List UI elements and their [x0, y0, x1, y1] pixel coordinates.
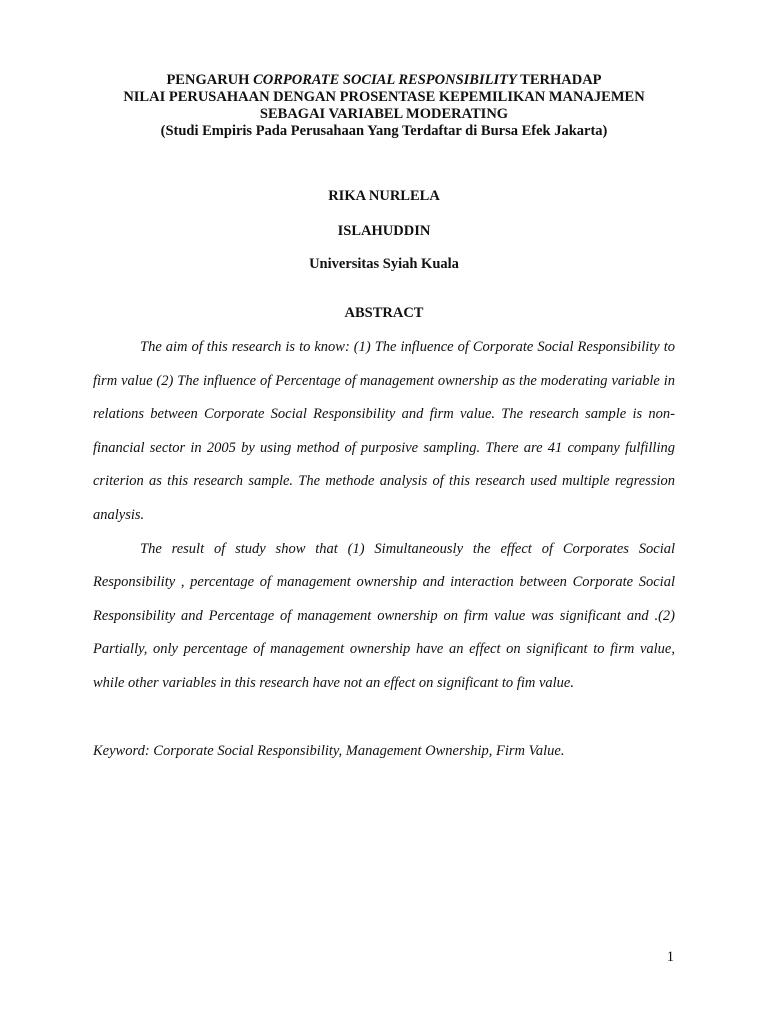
paper-title: [0, 72, 768, 140]
abstract-paragraph-2: The result of study show that (1) Simultaneously the effect of Corporates Social Responsibility , percentage of management ownership and interaction between Corporate Social Responsibility and Percentage of management ownership on firm value was significant and .(2) Partially, only percentage of management ownership have an effect on significant to firm value, while other variables in this research have not an effect on significant to fim value.: [93, 540, 675, 691]
title-subtitle: (Studi Empiris Pada Perusahaan Yang Terdaftar di Bursa Efek Jakarta): [160, 123, 608, 139]
abstract-heading: ABSTRACT: [344, 305, 424, 321]
abstract-body: [93, 331, 675, 701]
title-line-1-italic: CORPORATE SOCIAL RESPONSIBILITY: [253, 72, 517, 88]
keywords: Keyword: Corporate Social Responsibility, Management Ownership, Firm Value.: [93, 743, 565, 759]
title-line-2: NILAI PERUSAHAAN DENGAN PROSENTASE KEPEMILIKAN MANAJEMEN: [123, 89, 645, 105]
title-line-3: SEBAGAI VARIABEL MODERATING: [259, 106, 509, 122]
affiliation: Universitas Syiah Kuala: [309, 256, 459, 272]
author-1: RIKA NURLELA: [328, 188, 440, 204]
page-number: 1: [666, 949, 674, 965]
abstract-paragraph-1: The aim of this research is to know: (1) The influence of Corporate Social Responsibility to firm value (2) The influence of Percentage of management ownership as the moderating variable in relations between Corporate Social Responsibility and firm value. The research sample is non-financial sector in 2005 by using method of purposive sampling. There are 41 company fulfilling criterion as this research sample. The methode analysis of this research used multiple regression analysis.: [93, 339, 675, 523]
title-line-1-end: TERHADAP: [516, 72, 602, 88]
title-line-1: [0, 72, 768, 89]
title-line-1-start: PENGARUH: [166, 72, 254, 88]
author-2: ISLAHUDDIN: [337, 223, 431, 239]
